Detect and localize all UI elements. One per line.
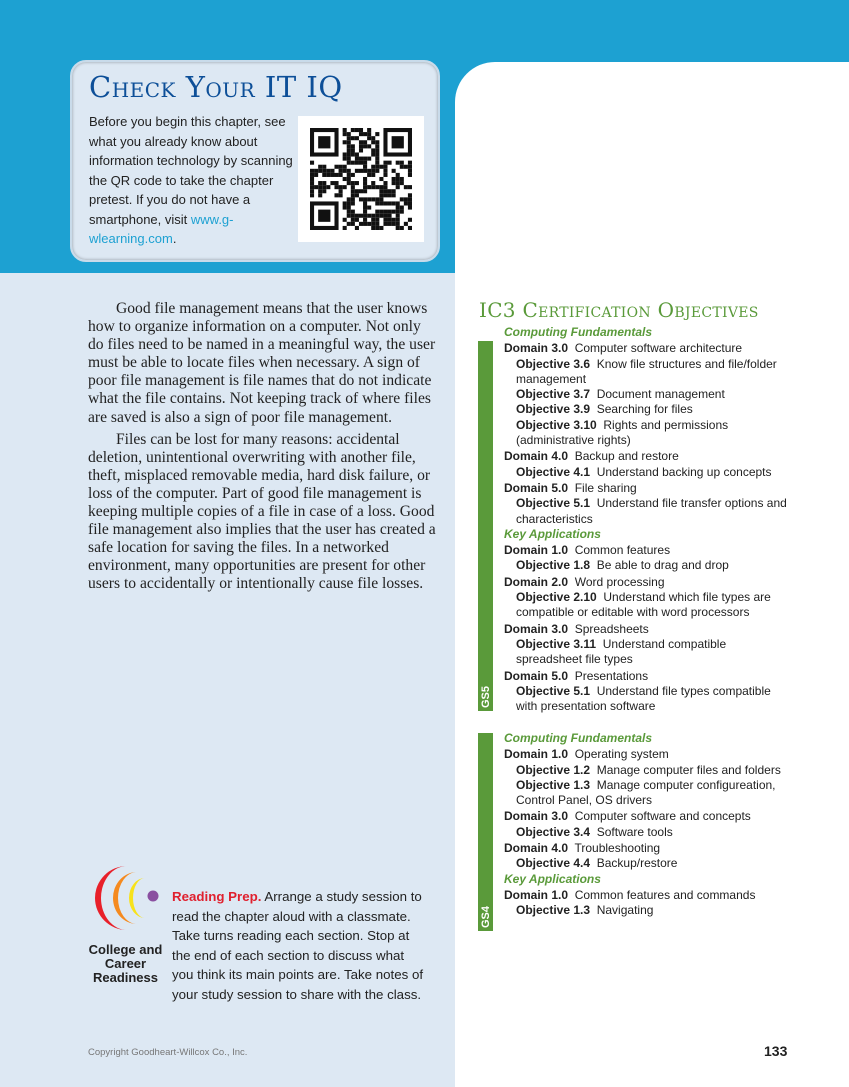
body-text <box>88 300 436 598</box>
objective-item <box>504 763 794 778</box>
objective-item <box>504 856 794 871</box>
category-heading: Key Applications <box>504 871 601 886</box>
ccr-label: College and Career Readiness <box>88 942 163 985</box>
item-number: Objective 1.2 <box>516 762 591 777</box>
item-number: Objective 3.6 <box>516 356 591 371</box>
page-number: 133 <box>764 1043 788 1059</box>
item-text: Backup and restore <box>574 449 679 464</box>
reading-prep-title: Reading Prep. <box>172 889 262 904</box>
objective-item <box>504 387 794 402</box>
reading-prep-text: Arrange a study session to read the chapter aloud with a classmate. Take turns reading each section. Stop at the end of each section to discuss what you think its main points are. Take notes of your study session to share with the class. <box>172 889 424 1002</box>
item-number: Objective 3.10 <box>516 417 597 432</box>
category-heading: Key Applications <box>504 526 601 541</box>
domain-item <box>504 481 794 496</box>
item-text: Understand file transfer options and characteristics <box>516 496 787 526</box>
objective-item <box>504 402 794 417</box>
paragraph: Good file management means that the user knows how to organize information on a computer. Not only do files need to be named in a meaningful way, the user must be able to locate files when necessary. A sign of poor file management is file names that do not indicate what the file contains. Not keeping track of where files are saved is also a sign of poor file management. <box>88 300 436 426</box>
certification-title: IC3 Certification Objectives <box>479 298 759 322</box>
item-text: File sharing <box>574 480 637 495</box>
gs5-label: GS5 <box>480 685 492 708</box>
item-text: Know file structures and file/folder management <box>516 356 777 386</box>
college-career-readiness-icon <box>93 862 159 934</box>
iq-text-body: Before you begin this chapter, see what you already know about information technology by scanning the QR code to take the chapter pretest. If you do not have a smartphone, visit <box>89 114 293 227</box>
objective-item <box>504 357 794 388</box>
item-text: Word processing <box>574 574 665 589</box>
domain-item <box>504 449 794 464</box>
item-number: Objective 4.4 <box>516 856 591 871</box>
item-text: Software tools <box>596 824 673 839</box>
gs4-objectives <box>504 731 794 919</box>
gs5-bar <box>478 341 493 711</box>
item-number: Domain 5.0 <box>504 480 569 495</box>
item-number: Objective 3.7 <box>516 387 591 402</box>
item-text: Searching for files <box>596 402 693 417</box>
item-text: Understand file types compatible with presentation software <box>516 683 771 714</box>
item-number: Objective 4.1 <box>516 464 591 479</box>
iq-text-period: . <box>172 231 177 246</box>
item-number: Domain 3.0 <box>504 621 569 636</box>
item-text: Understand backing up concepts <box>596 464 772 479</box>
item-text: Rights and permissions (administrative rights) <box>516 417 729 448</box>
item-number: Objective 1.8 <box>516 558 591 573</box>
item-number: Domain 4.0 <box>504 841 569 856</box>
item-number: Objective 1.3 <box>516 903 591 918</box>
g-wlearning-link[interactable]: www.g-wlearning.com <box>89 211 234 246</box>
item-text: Understand compatible spreadsheet file types <box>516 636 727 667</box>
category-heading: Computing Fundamentals <box>504 325 652 339</box>
item-number: Domain 3.0 <box>504 809 569 824</box>
domain-item <box>504 575 794 590</box>
gs4-label: GS4 <box>480 905 492 928</box>
objective-item <box>504 637 794 668</box>
item-text: Common features <box>574 543 671 558</box>
item-number: Objective 3.4 <box>516 824 591 839</box>
item-text: Manage computer configureation, Control Panel, OS drivers <box>516 777 776 808</box>
domain-item <box>504 341 794 356</box>
check-your-it-iq-box <box>70 60 440 262</box>
domain-item <box>504 809 794 824</box>
domain-item <box>504 669 794 684</box>
objective-item <box>504 496 794 527</box>
gs4-bar <box>478 733 493 931</box>
qr-code-icon <box>310 128 412 230</box>
category-heading: Computing Fundamentals <box>504 731 652 745</box>
item-number: Domain 1.0 <box>504 887 569 902</box>
item-text: Operating system <box>574 747 669 762</box>
item-text: Common features and commands <box>574 887 756 902</box>
item-number: Objective 2.10 <box>516 590 597 605</box>
objective-item <box>504 903 794 918</box>
iq-text <box>89 112 294 249</box>
item-number: Objective 5.1 <box>516 683 591 698</box>
item-text: Spreadsheets <box>574 621 649 636</box>
domain-item <box>504 747 794 762</box>
item-text: Understand which file types are compatible or editable with word processors <box>516 590 771 620</box>
domain-item <box>504 841 794 856</box>
objective-item <box>504 558 794 573</box>
item-number: Domain 1.0 <box>504 543 569 558</box>
item-number: Domain 3.0 <box>504 341 569 356</box>
item-text: Backup/restore <box>596 856 678 871</box>
item-number: Domain 2.0 <box>504 574 569 589</box>
objective-item <box>504 684 794 715</box>
paragraph: Files can be lost for many reasons: accidental deletion, unintentional overwriting with another file, theft, misplaced removable media, hard disk failure, or loss of the computer. Part of good file management is keeping multiple copies of a file in case of a loss. Good file management also implies that the user has created a safe location for saving the files. In a networked environment, many opportunities are present for other users to accidentally or intentionally cause file losses. <box>88 430 436 593</box>
domain-item <box>504 543 794 558</box>
iq-title: Check Your IT IQ <box>89 70 343 104</box>
item-text: Troubleshooting <box>574 841 661 856</box>
copyright: Copyright Goodheart-Willcox Co., Inc. <box>88 1047 248 1058</box>
item-number: Objective 3.11 <box>516 636 597 651</box>
item-number: Objective 5.1 <box>516 496 591 511</box>
item-text: Presentations <box>574 668 649 683</box>
objective-item <box>504 590 794 621</box>
item-text: Navigating <box>596 903 654 918</box>
objective-item <box>504 825 794 840</box>
reading-prep <box>172 887 427 1004</box>
item-number: Objective 1.3 <box>516 777 591 792</box>
item-number: Domain 1.0 <box>504 747 569 762</box>
objective-item <box>504 465 794 480</box>
domain-item <box>504 622 794 637</box>
item-text: Manage computer files and folders <box>596 762 781 777</box>
objective-item <box>504 418 794 449</box>
item-text: Be able to drag and drop <box>596 558 729 573</box>
item-text: Document management <box>596 387 725 402</box>
gs5-objectives <box>504 325 794 714</box>
item-number: Objective 3.9 <box>516 402 591 417</box>
item-text: Computer software and concepts <box>574 809 751 824</box>
college-career-readiness <box>88 862 163 985</box>
domain-item <box>504 888 794 903</box>
item-text: Computer software architecture <box>574 341 743 356</box>
item-number: Domain 4.0 <box>504 449 569 464</box>
objective-item <box>504 778 794 809</box>
item-number: Domain 5.0 <box>504 668 569 683</box>
qr-code <box>298 116 424 242</box>
